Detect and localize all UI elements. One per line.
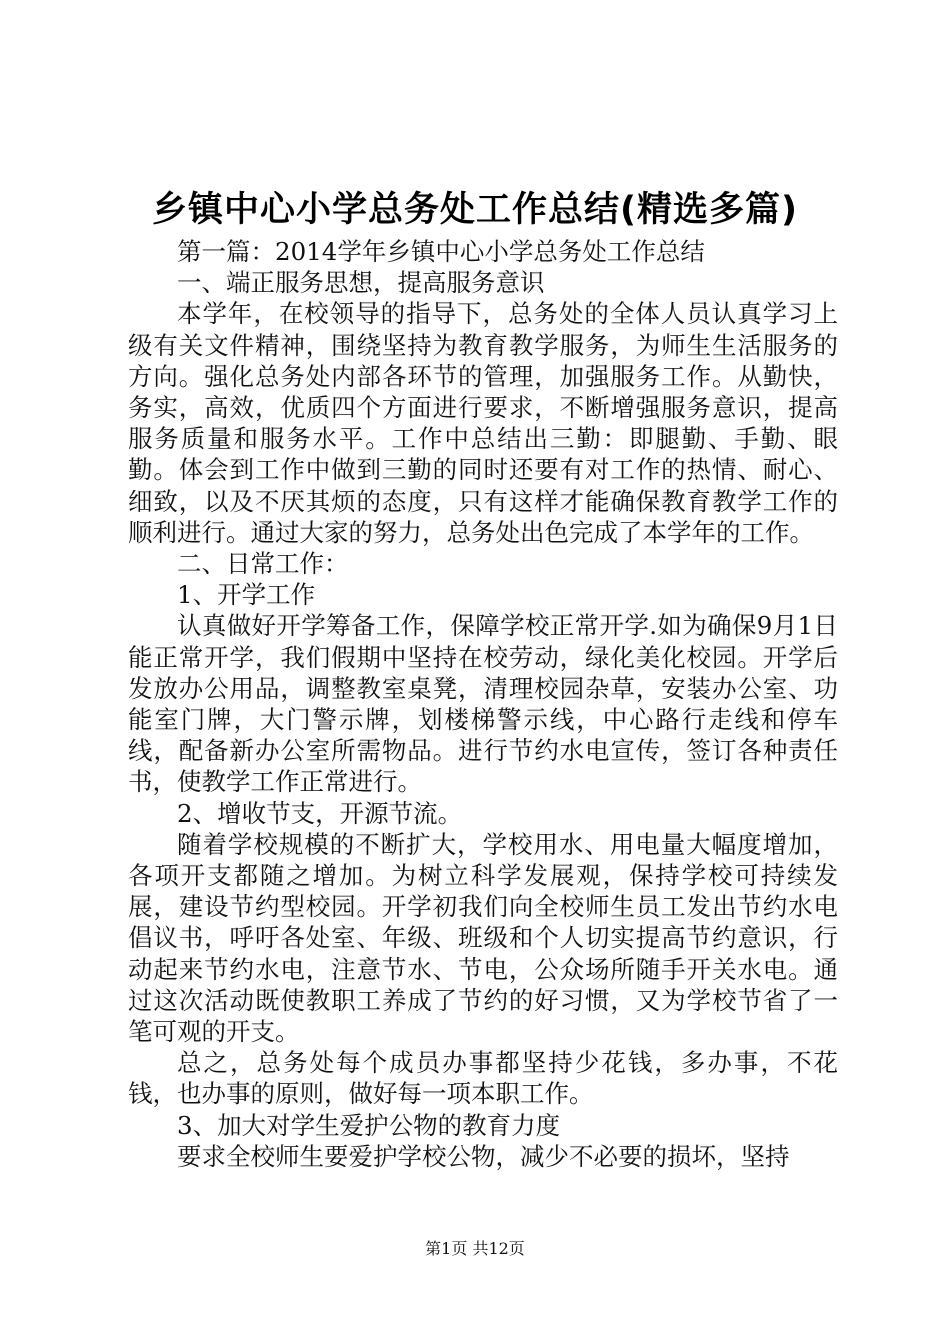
subheading-school-opening: 1、开学工作 — [177, 580, 316, 610]
paragraph-public-property: 要求全校师生要爱护学校公物，减少不必要的损坏，坚持 — [177, 1141, 790, 1171]
document-body — [128, 236, 838, 1172]
subheading-public-property: 3、加大对学生爱护公物的教育力度 — [177, 1110, 561, 1140]
paragraph-cost-saving: 随着学校规模的不断扩大，学校用水、用电量大幅度增加，各项开支都随之增加。为树立科学发展观，保持学校可持续发展，建设节约型校园。开学初我们向全校师生员工发出节约水电倡议书，呼吁各处室、年级、班级和个人切实提高节约意识，行动起来节约水电，注意节水、节电，公众场所随手开关水电。通过这次活动既使教职工养成了节约的好习惯，又为学校节省了一笔可观的开支。 — [128, 829, 838, 1047]
section-heading-service-attitude: 一、端正服务思想，提高服务意识 — [177, 268, 545, 298]
paragraph-school-opening: 认真做好开学筹备工作，保障学校正常开学.如为确保9月1日能正常开学，我们假期中坚持在校劳动，绿化美化校园。开学后发放办公用品，调整教室桌凳，清理校园杂草，安装办公室、功能室门牌，大门警示牌，划楼梯警示线，中心路行走线和停车线，配备新办公室所需物品。进行节约水电宣传，签订各种责任书，使教学工作正常进行。 — [128, 611, 838, 797]
document-title: 乡镇中心小学总务处工作总结(精选多篇) — [152, 190, 798, 230]
section-heading-part-one: 第一篇：2014学年乡镇中心小学总务处工作总结 — [177, 237, 705, 266]
section-heading-daily-work: 二、日常工作： — [177, 549, 349, 579]
page-footer: 第1页 共12页 — [425, 1239, 525, 1258]
paragraph-conclusion: 总之，总务处每个成员办事都坚持少花钱，多办事，不花钱，也办事的原则，做好每一项本职工作。 — [128, 1048, 838, 1109]
subheading-cost-saving: 2、增收节支，开源节流。 — [177, 798, 463, 828]
paragraph-service-summary: 本学年，在校领导的指导下，总务处的全体人员认真学习上级有关文件精神，围绕坚持为教育教学服务，为师生生活服务的方向。强化总务处内部各环节的管理，加强服务工作。从勤快，务实，高效，优质四个方面进行要求，不断增强服务意识，提高服务质量和服务水平。工作中总结出三勤：即腿勤、手勤、眼勤。体会到工作中做到三勤的同时还要有对工作的热情、耐心、细致，以及不厌其烦的态度，只有这样才能确保教育教学工作的顺利进行。通过大家的努力，总务处出色完成了本学年的工作。 — [128, 299, 838, 547]
